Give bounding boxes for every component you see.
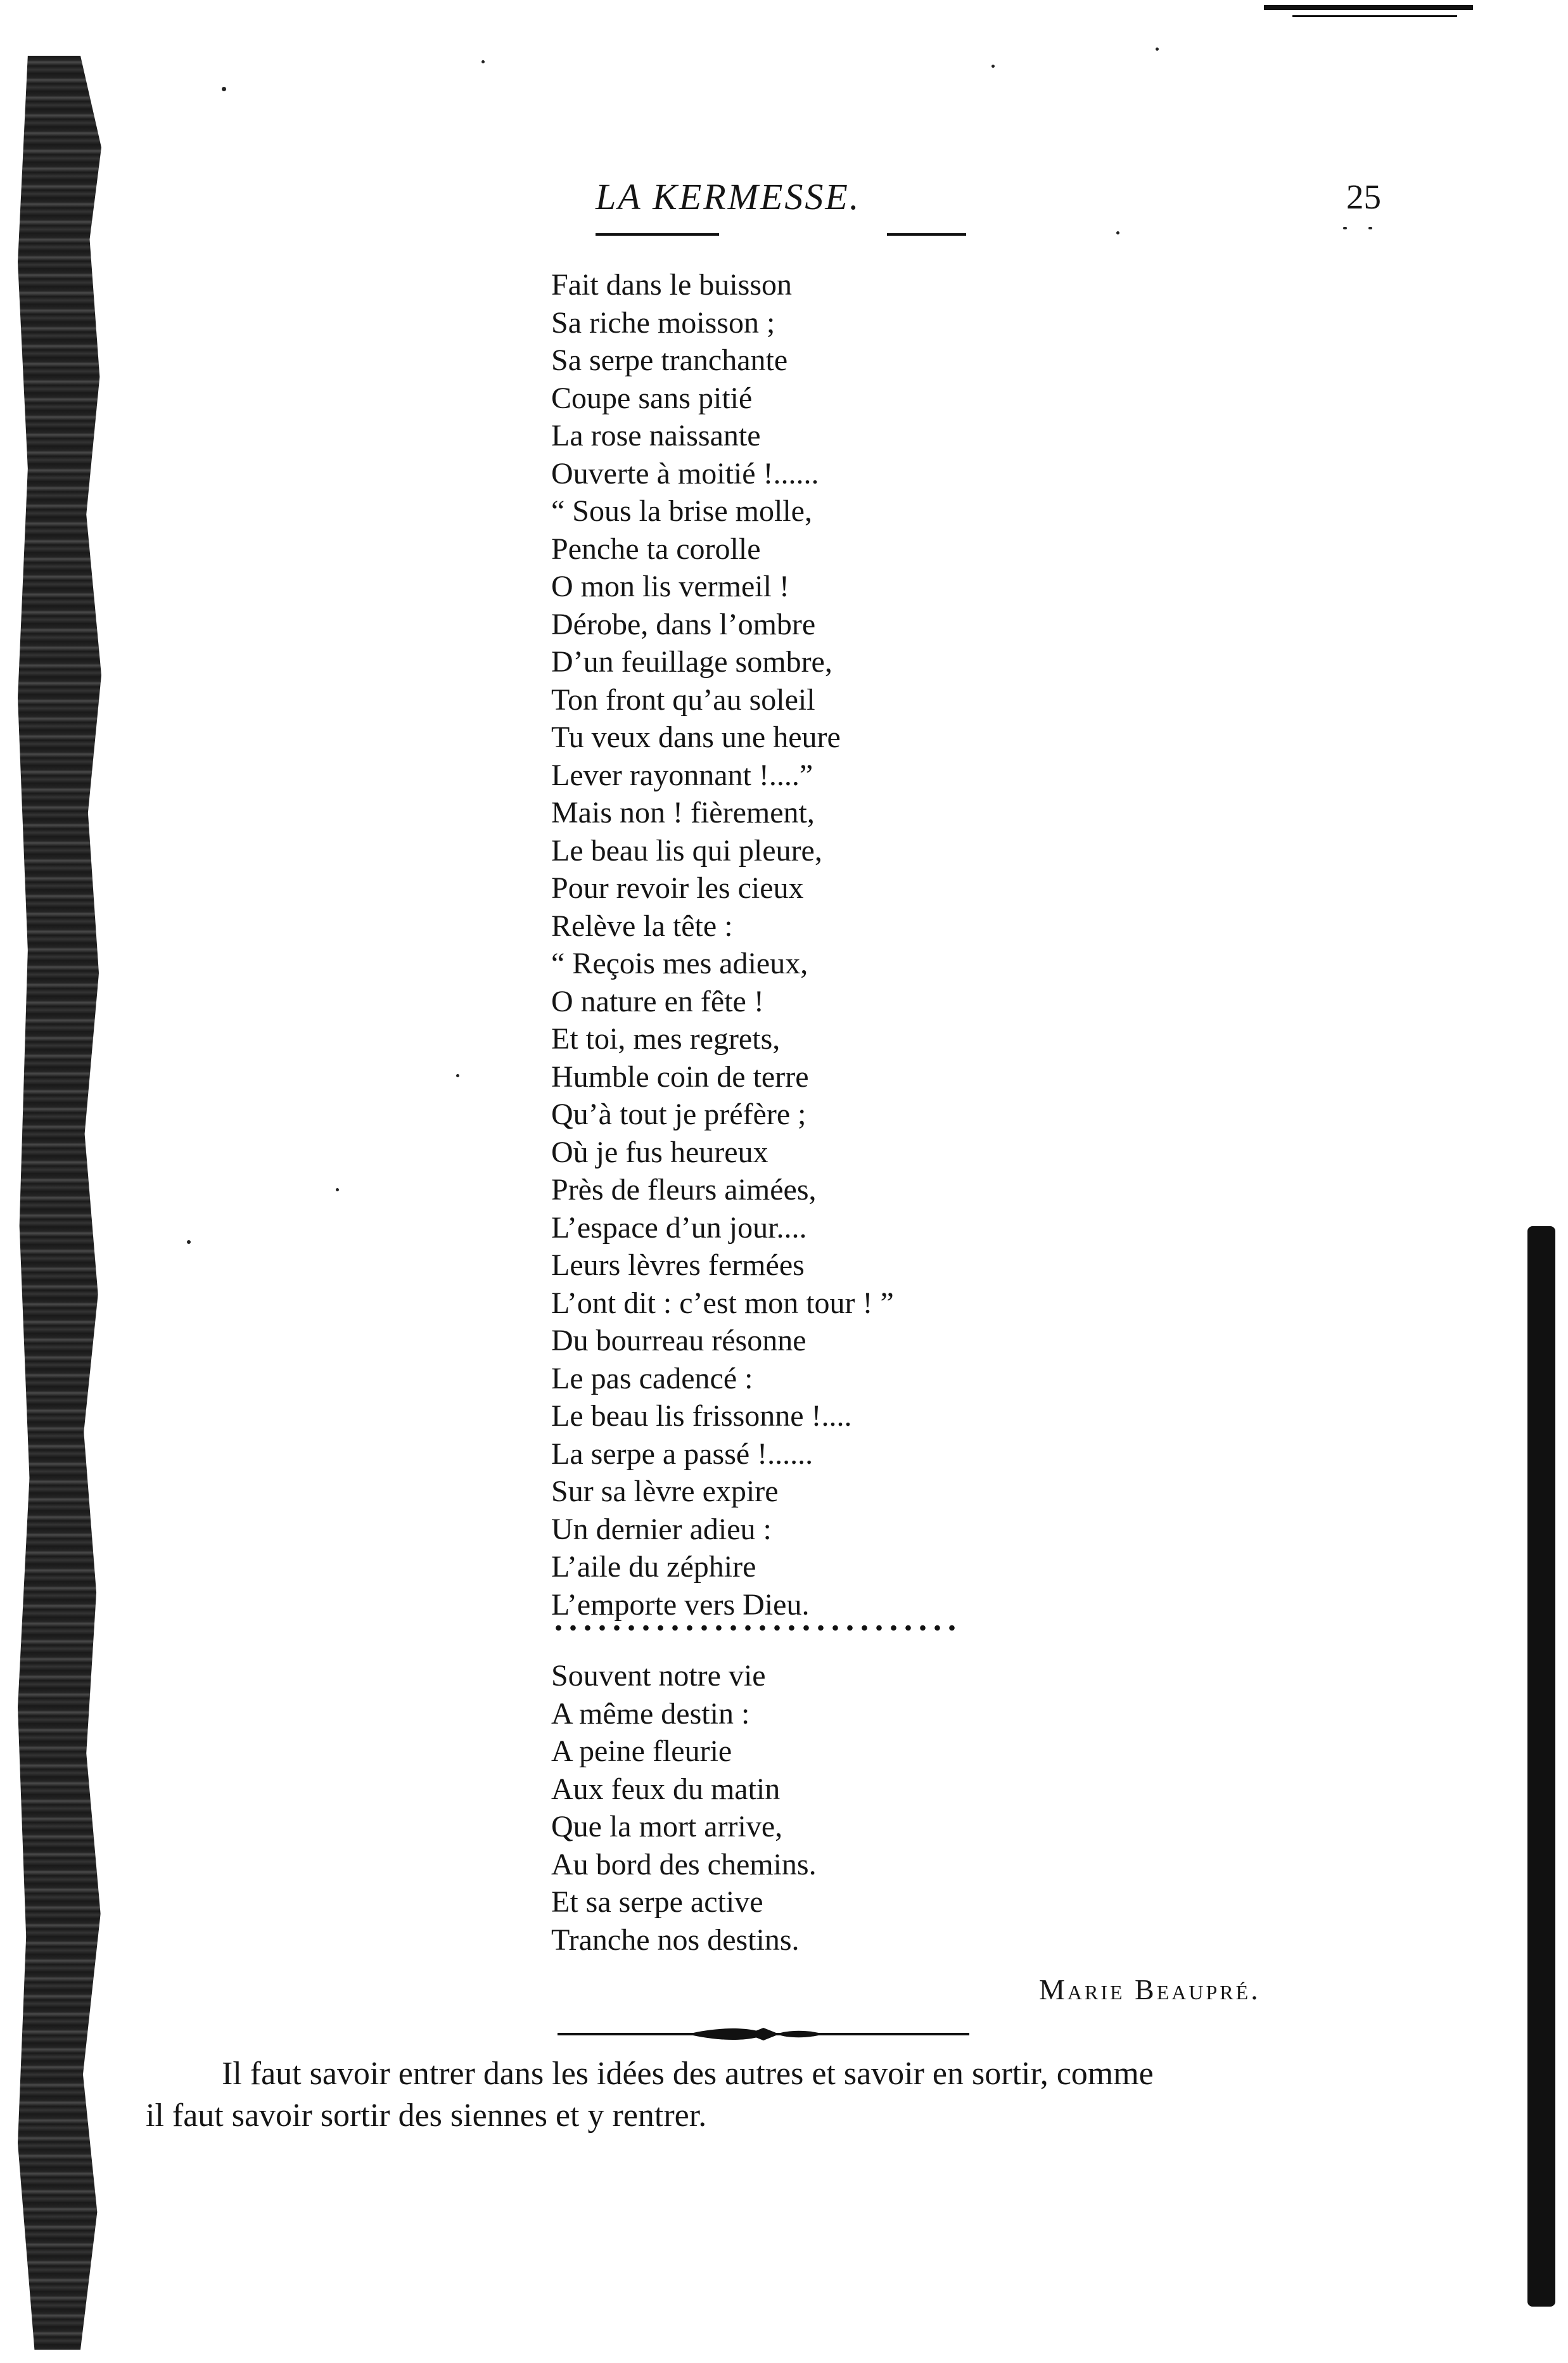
poem-line: O nature en fête ! (551, 984, 764, 1018)
poem-line: L’aile du zéphire (551, 1550, 756, 1584)
poem-line: Aux feux du matin (551, 1772, 781, 1806)
scan-speck (1116, 231, 1119, 234)
poem-line: La serpe a passé !...... (551, 1437, 813, 1471)
poem-line: Sa riche moisson ; (551, 305, 775, 340)
scan-speck (481, 60, 485, 63)
poem-line: A peine fleurie (551, 1734, 732, 1768)
poem-line: Ouverte à moitié !...... (551, 456, 819, 490)
quote-line: Il faut savoir entrer dans les idées des autres et savoir en sortir, comme (222, 2056, 1154, 2092)
scan-speck (1343, 227, 1347, 229)
page-number: 25 (1346, 177, 1381, 216)
poem-line: Relève la tête : (551, 909, 733, 943)
poem-line: Le pas cadencé : (551, 1361, 753, 1395)
poem-line: Au bord des chemins. (551, 1847, 817, 1881)
poem-final-stanza (551, 1657, 1058, 1959)
poem-line: L’ont dit : c’est mon tour ! ” (551, 1286, 894, 1320)
poem-line: Dérobe, dans l’ombre (551, 607, 816, 641)
scan-speck (1156, 48, 1159, 51)
poem-line: Que la mort arrive, (551, 1810, 783, 1843)
quote-line: il faut savoir sortir des siennes et y rentrer. (146, 2097, 707, 2134)
poem-line: La rose naissante (551, 419, 761, 452)
poem-line: Et sa serpe active (551, 1885, 763, 1919)
poem-line: Un dernier adieu : (551, 1512, 772, 1546)
poem-line: D’un feuillage sombre, (551, 645, 832, 679)
poem-line: Pour revoir les cieux (551, 871, 804, 905)
scan-speck (991, 65, 995, 68)
poem-line: “ Sous la brise molle, (551, 494, 812, 528)
poem-line: Tu veux dans une heure (551, 720, 841, 754)
ornamental-separator (558, 2027, 969, 2042)
poem-line: Qu’à tout je préfère ; (551, 1098, 806, 1131)
poem-line: Le beau lis frissonne !.... (551, 1399, 852, 1433)
closing-quote (146, 2053, 1425, 2137)
poem-line: Où je fus heureux (551, 1135, 768, 1169)
poem-line: Ton front qu’au soleil (551, 682, 815, 717)
poem-line: Leurs lèvres fermées (551, 1248, 805, 1282)
poem-line: Coupe sans pitié (551, 381, 753, 415)
poem-line: Humble coin de terre (551, 1060, 809, 1094)
poem-line: Fait dans le buisson (551, 268, 792, 302)
running-title: LA KERMESSE. (596, 176, 861, 217)
scan-speck (456, 1074, 459, 1077)
poem-line: Lever rayonnant !....” (551, 758, 813, 792)
header-rule-right (887, 233, 966, 236)
scan-speck (187, 1240, 191, 1244)
poem-line: Mais non ! fièrement, (551, 796, 815, 829)
poem-author: Marie Beaupré. (1039, 1973, 1261, 2006)
top-edge-rule (1264, 5, 1473, 10)
scan-speck (222, 87, 226, 91)
poem-line: Penche ta corolle (551, 532, 761, 566)
page-header (0, 175, 1568, 219)
poem-line: L’emporte vers Dieu. (551, 1587, 810, 1622)
poem-lines (551, 266, 1058, 1623)
scan-speck (336, 1188, 339, 1191)
poem-line: L’espace d’un jour.... (551, 1210, 807, 1245)
scanned-page-edge-right (1527, 1226, 1555, 2307)
poem-line: “ Reçois mes adieux, (551, 947, 808, 980)
poem-line: Et toi, mes regrets, (551, 1022, 781, 1056)
poem-line: A même destin : (551, 1696, 750, 1731)
top-edge-rule-thin (1292, 15, 1457, 17)
poem-line: O mon lis vermeil ! (551, 570, 789, 603)
poem-line: Du bourreau résonne (551, 1324, 806, 1357)
dotted-separator (551, 1623, 957, 1632)
poem-line: Le beau lis qui pleure, (551, 833, 822, 868)
scanned-page-edge-left (18, 56, 101, 2350)
poem-line: Près de fleurs aimées, (551, 1173, 817, 1207)
poem-line: Sa serpe tranchante (551, 343, 788, 377)
header-rule-left (596, 233, 719, 236)
poem-line: Souvent notre vie (551, 1659, 766, 1693)
poem-line: Tranche nos destins. (551, 1923, 800, 1957)
poem-line: Sur sa lèvre expire (551, 1475, 779, 1508)
scan-speck (1368, 227, 1372, 229)
